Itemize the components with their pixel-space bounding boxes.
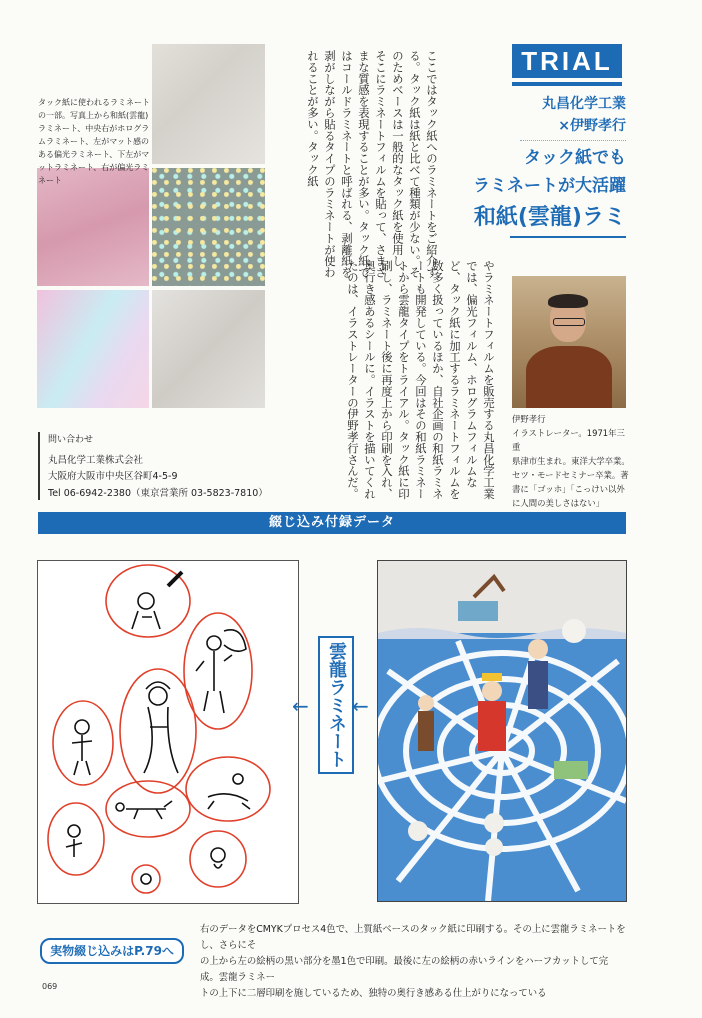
footer-description [200, 922, 626, 1002]
title-underline [510, 236, 626, 238]
bio-line: 書に「ゴッホ」「こっけい以外 [512, 484, 625, 494]
sample-matte-laminate [37, 290, 149, 408]
bio-line: 県津市生まれ。東洋大学卒業。 [512, 456, 630, 466]
header-company: 丸昌化学工業 [542, 96, 626, 112]
left-arrow-icon: ← [292, 694, 309, 718]
laminate-label: 雲龍ラミネート [318, 636, 354, 774]
bio-name: 伊野孝行 [512, 414, 546, 424]
sample-caption: タック紙に使われるラミネートの一部。写真上から和紙(雲龍)ラミネート、中央右がホログラムラミネート、左がマット感のある偏光ラミネート、下左がマットラミネート、右が偏光ラミネート [38, 98, 150, 185]
appendix-link-button[interactable]: 実物綴じ込みはP.79へ [40, 938, 184, 964]
contact-heading: 問い合わせ [48, 435, 94, 445]
contact-rule [38, 432, 40, 500]
line-art-panel [37, 560, 299, 904]
badge-underline [512, 82, 622, 86]
bio-line: に人間の美しさはない」 [512, 498, 605, 508]
header-divider [520, 140, 626, 141]
section-banner: 綴じ込み付録データ [38, 512, 626, 534]
header-title-2: ラミネートが大活躍 [473, 176, 626, 196]
color-illustration [378, 561, 626, 901]
footer-line: トの上下に二層印刷を施しているため、独特の奥行き感ある仕上がりになっている [200, 988, 547, 999]
bio-line: セツ・モードセミナー卒業。著 [512, 470, 629, 480]
sample-polarized-laminate [152, 290, 265, 408]
footer-line: 右のデータをCMYKプロセス4色で、上質紙ベースのタック紙に印刷する。その上に雲龍ラミネートをし、さらにそ [200, 924, 626, 951]
contact-address: 大阪府大阪市中央区谷町4-5-9 [48, 471, 178, 482]
right-arrow-icon: ← [352, 694, 369, 718]
header-title-1: タック紙でも [524, 148, 626, 168]
page-number: 069 [42, 982, 58, 991]
trial-badge: TRIAL [512, 44, 622, 78]
body-text: やラミネートフィルムを販売する丸昌化学工業では、偏光フィルム、ホログラムフィルムなど、タック紙に加工するラミネートフィルムを数多く扱っているほか、自社企画の和紙ラミネートも開発している。今回はその和紙ラミネートから雲龍タイプをトライアル。タック紙に印刷し、ラミネート後に再度上から印刷を入れ、奥行き感あるシールに。イラストを描いてくれたのは、イラストレーターの伊野孝行さんだ。 [346, 260, 496, 500]
sample-hologram-laminate [152, 168, 265, 286]
artist-photo [512, 276, 626, 408]
line-art-illustration [38, 561, 298, 903]
footer-line: の上から左の絵柄の黒い部分を墨1色で印刷。最後に左の絵柄の赤いラインをハーフカットして完成。雲龍ラミネー [200, 956, 609, 983]
header-artist: ×伊野孝行 [558, 118, 626, 134]
contact-company: 丸昌化学工業株式会社 [48, 455, 144, 466]
contact-tel: Tel 06-6942-2380（東京営業所 03-5823-7810） [48, 488, 268, 499]
intro-text: ここではタック紙へのラミネートをご紹介する。タック紙は紙と比べて種類が少ない。そのためベースは一般的なタック紙を使用し、そこにラミネートフィルムを貼って、さまざまな質感を表現することが多い。タック紙ではコールドラミネートと呼ばれる、剥離紙を剥がしながら貼るタイプのラミネートが使われることが多い。タック紙 [306, 50, 439, 278]
artist-bio [512, 412, 630, 524]
color-illustration-panel [377, 560, 627, 902]
header-title-3: 和紙(雲龍)ラミ [473, 205, 626, 230]
sample-washi-laminate [152, 44, 265, 164]
bio-line: イラストレーター。1971年三重 [512, 428, 625, 452]
